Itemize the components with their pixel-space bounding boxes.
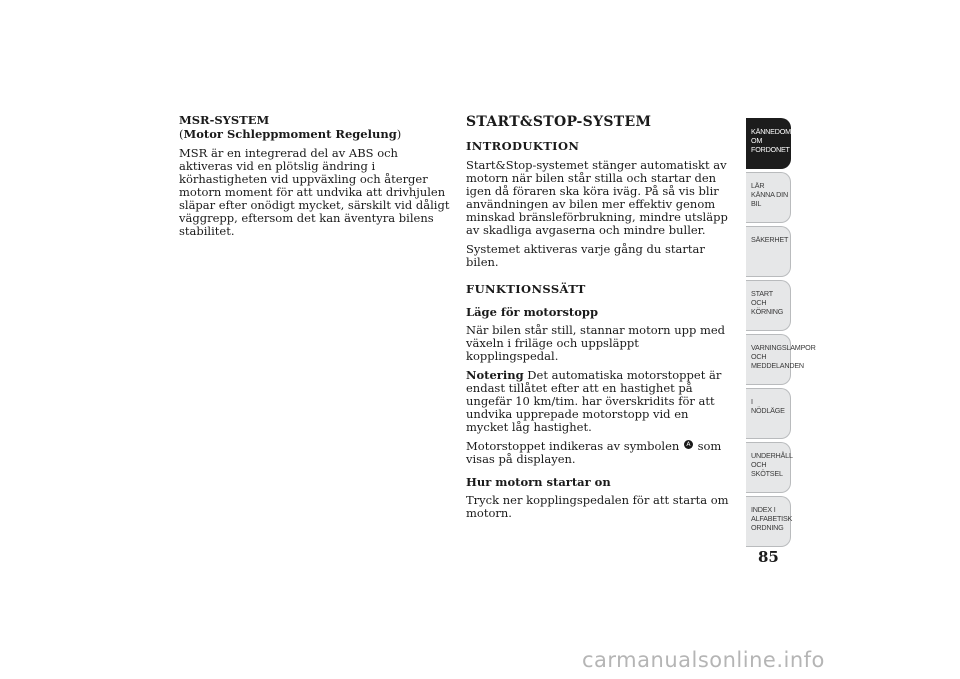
stop-mode-paragraph: När bilen står still, stannar motorn upp med växeln i friläge och uppsläppt kopplingspedal. [466, 323, 726, 363]
paren-close: ) [396, 127, 402, 141]
chapter-tabs [746, 118, 816, 550]
stop-mode-heading: Läge för motorstopp [466, 305, 598, 319]
auto-stop-icon: A [684, 440, 693, 449]
intro-paragraph-2: Systemet aktiveras varje gång du startar bilen. [466, 242, 705, 269]
note-label: Notering [466, 368, 524, 382]
left-column [179, 114, 451, 244]
tab-varningslampor[interactable]: VARNINGSLAMPOR OCH MEDDELANDEN [746, 334, 791, 385]
intro-paragraph-1: Start&Stop-systemet stänger automatiskt av motorn när bilen står stilla och startar den igen då föraren ska köra iväg. På så vis blir användningen av bilen mer effektiv genom minskad bränsleförbrukning, mindre utsläpp av skadliga avgaserna och mindre buller. [466, 158, 728, 237]
watermark: carmanualsonline.info [582, 648, 825, 672]
note-paragraph [466, 369, 734, 434]
tab-kannedom-om-fordonet[interactable]: KÄNNEDOM OM FORDONET [746, 118, 791, 169]
msr-subheading-bold: Motor Schleppmoment Regelung [183, 127, 397, 141]
intro-heading: INTRODUKTION [466, 139, 580, 153]
note-text: Det automatiska motorstoppet är endast tillåtet efter att en hastighet på ungefär 10 km/tim. har överskridits för att undvika upprepade motorstopp vid en mycket låg hastighet. [466, 368, 722, 434]
page-number: 85 [758, 548, 779, 566]
indicator-pre: Motorstoppet indikeras av symbolen [466, 439, 683, 453]
restart-paragraph: Tryck ner kopplingspedalen för att starta om motorn. [466, 493, 729, 520]
tab-index[interactable]: INDEX I ALFABETISK ORDNING [746, 496, 791, 547]
tab-underhall-och-skotsel[interactable]: UNDERHÅLL OCH SKÖTSEL [746, 442, 791, 493]
tab-lar-kanna-din-bil[interactable]: LÄR KÄNNA DIN BIL [746, 172, 791, 223]
function-heading: FUNKTIONSSÄTT [466, 282, 586, 296]
tab-i-nodlage[interactable]: I NÖDLÄGE [746, 388, 791, 439]
page-title: START&STOP-SYSTEM [466, 114, 652, 130]
paren-open: ( [179, 127, 184, 141]
tab-sakerhet[interactable]: SÄKERHET [746, 226, 791, 277]
right-column [466, 114, 734, 526]
tab-start-och-korning[interactable]: START OCH KÖRNING [746, 280, 791, 331]
msr-subheading [179, 127, 451, 141]
indicator-post: som visas på displayen. [466, 439, 722, 466]
restart-heading: Hur motorn startar on [466, 475, 611, 489]
msr-heading: MSR-SYSTEM [179, 113, 270, 127]
msr-body: MSR är en integrerad del av ABS och aktiveras vid en plötslig ändring i körhastigheten vid uppväxling och återger motorn moment för att undvika att drivhjulen släpar efter onödigt mycket, särskilt vid dåligt väggrepp, eftersom det kan äventyra bilens stabilitet. [179, 146, 450, 238]
indicator-paragraph [466, 440, 734, 466]
